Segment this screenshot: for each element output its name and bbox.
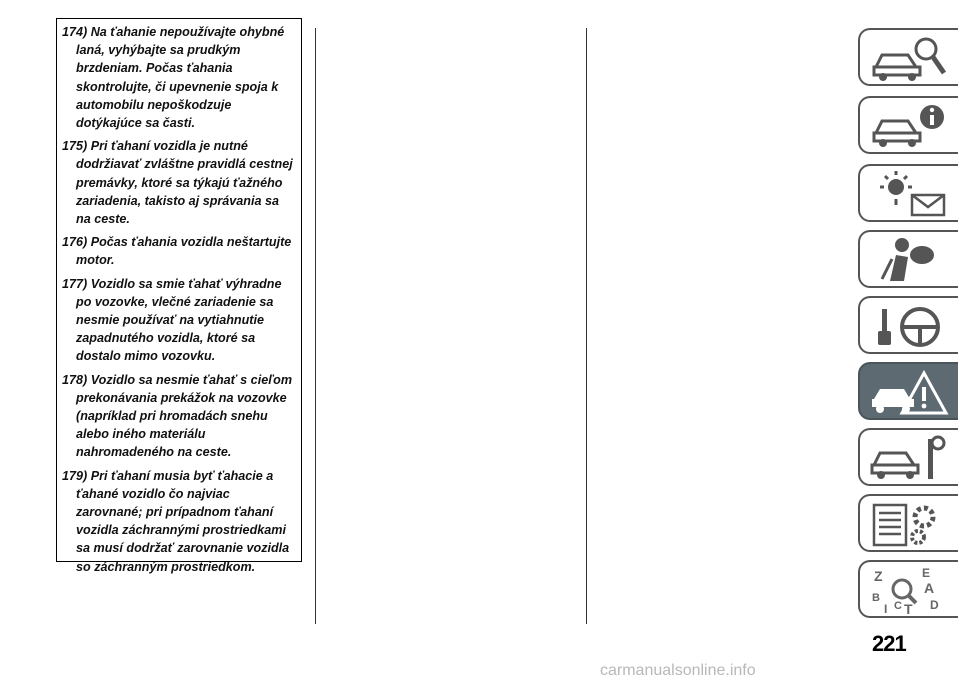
- index-letter-d: D: [930, 598, 939, 612]
- tab-technical-data[interactable]: [858, 494, 958, 552]
- index-letter-b: B: [872, 592, 880, 604]
- index-letter-i: I: [884, 602, 888, 615]
- tab-car-info[interactable]: [858, 96, 958, 154]
- note-177: 177) Vozidlo sa smie ťahať výhradne po vozovke, vlečné zariadenie sa nesmie používať na vytiahnutie zapadnutého vozidla, ktoré sa dostalo mimo vozovku.: [62, 276, 282, 364]
- watermark: carmanualsonline.info: [600, 662, 756, 679]
- alphabetical-index-icon: [868, 565, 950, 615]
- tab-emergency[interactable]: [858, 362, 958, 420]
- tab-starting-driving[interactable]: [858, 296, 958, 354]
- note-176: 176) Počas ťahania vozidla neštartujte motor.: [62, 235, 292, 268]
- key-steering-wheel-icon: [868, 301, 950, 351]
- note-179: 179) Pri ťahaní musia byť ťahacie a ťahané vozidlo čo najviac zarovnané; pri prípadnom ťahaní vozidla záchrannými prostriedkami sa musí dodržať zarovnanie vozidla so záchranným prostriedkom.: [62, 468, 290, 574]
- tab-lights-messages[interactable]: [858, 164, 958, 222]
- column-divider-right: [586, 28, 587, 624]
- index-letter-e: E: [922, 566, 931, 580]
- index-letter-a: A: [924, 580, 935, 596]
- lights-message-icon: [868, 169, 950, 219]
- car-search-icon: [868, 33, 950, 83]
- tab-maintenance[interactable]: [858, 428, 958, 486]
- index-letter-c: C: [894, 600, 902, 612]
- index-letter-t: T: [904, 601, 913, 615]
- car-info-icon: [868, 101, 950, 151]
- tab-airbag-safety[interactable]: [858, 230, 958, 288]
- tab-car-search[interactable]: [858, 28, 958, 86]
- tab-index[interactable]: [858, 560, 958, 618]
- note-178: 178) Vozidlo sa nesmie ťahať s cieľom prekonávania prekážok na vozovke (napríklad pri hromadách snehu alebo iného materiálu nahromadeného na ceste.: [62, 372, 293, 460]
- note-175: 175) Pri ťahaní vozidla je nutné dodržiavať zvláštne pravidlá cestnej premávky, ktoré sa týkajú ťažného zariadenia, takisto aj správania sa na ceste.: [62, 139, 293, 227]
- specs-gears-icon: [868, 499, 950, 549]
- column-divider-left: [315, 28, 316, 624]
- airbag-passenger-icon: [868, 235, 950, 285]
- index-letter-z: Z: [874, 568, 883, 584]
- page-number: 221: [872, 631, 906, 656]
- car-emergency-icon: [868, 367, 950, 417]
- note-174: 174) Na ťahanie nepoužívajte ohybné laná, vyhýbajte sa prudkým brzdeniam. Počas ťahania skontrolujte, či upevnenie spoja k automobilu nepoškodzuje dotýkajúce sa časti.: [62, 25, 285, 131]
- car-tools-icon: [868, 433, 950, 483]
- warning-notes-box: [56, 18, 302, 574]
